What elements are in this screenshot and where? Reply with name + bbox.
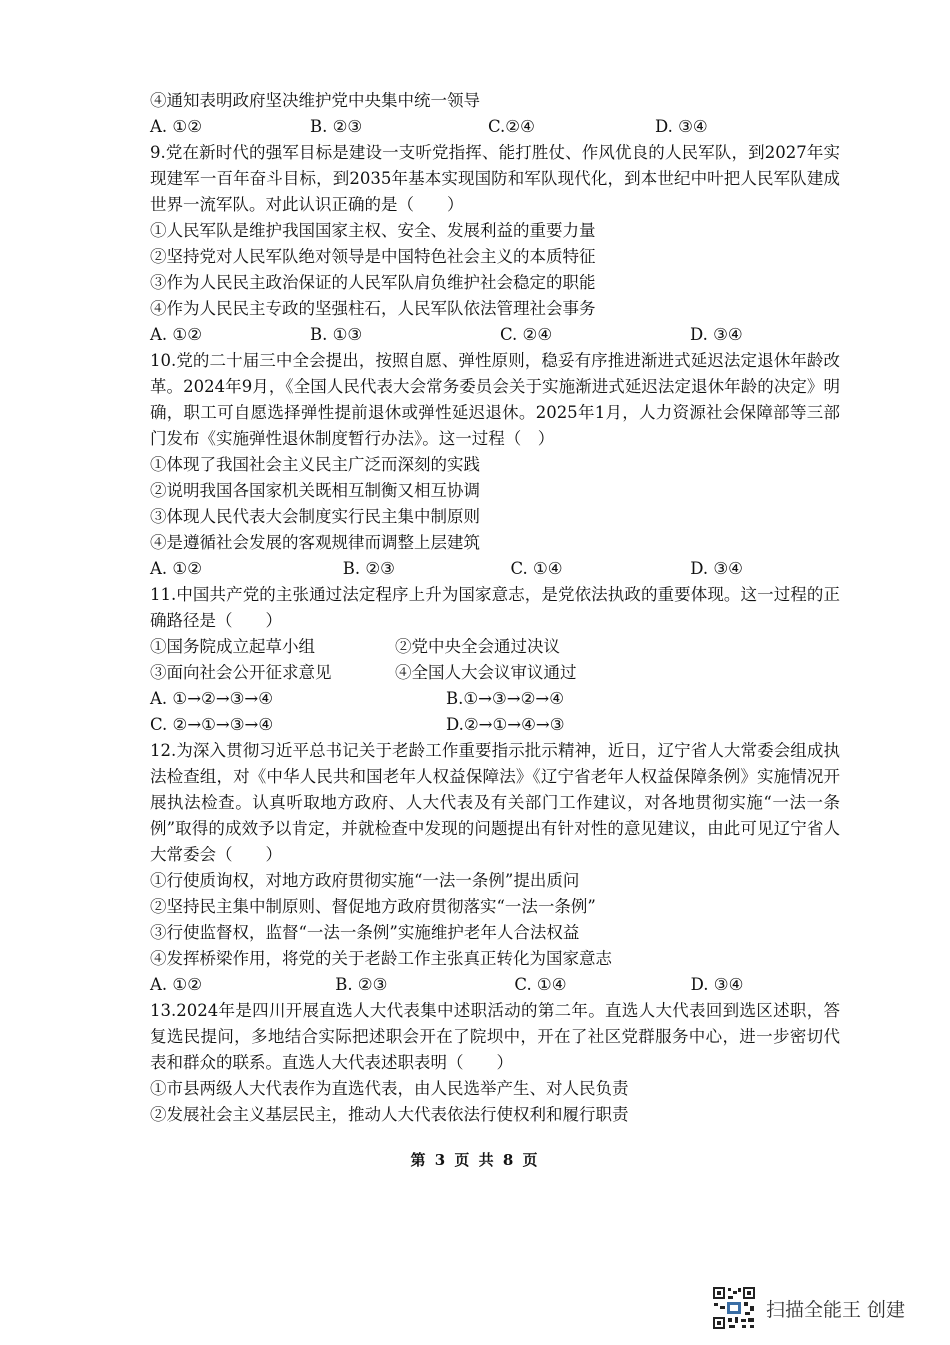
- question-13-item-2: ②发展社会主义基层民主，推动人大代表依法行使权利和履行职责: [150, 1105, 629, 1124]
- qr-code-icon: [712, 1286, 756, 1330]
- question-9-stem: 9.党在新时代的强军目标是建设一支听党指挥、能打胜仗、作风优良的人民军队，到2027年实现建军一百年奋斗目标，到2035年基本实现国防和军队现代化，到本世纪中叶把人民军队建成世界一流军队。对此认识正确的是（ ）: [150, 143, 840, 214]
- prev-question-item-4: ④通知表明政府坚决维护党中央集中统一领导: [150, 91, 480, 110]
- prev-question-options: [150, 114, 840, 140]
- question-10-options: [150, 556, 840, 582]
- question-9-item-1: ①人民军队是维护我国国家主权、安全、发展利益的重要力量: [150, 221, 596, 240]
- option-d: D.②→①→④→③: [446, 715, 565, 734]
- option-b: B. ②③: [342, 559, 395, 578]
- page-content: [150, 88, 840, 1128]
- option-c: C. ②→①→③→④: [150, 715, 274, 734]
- question-9-item-2: ②坚持党对人民军队绝对领导是中国特色社会主义的本质特征: [150, 247, 596, 266]
- option-c: C. ①④: [514, 975, 567, 994]
- option-b: B. ②③: [310, 117, 363, 136]
- question-9-options: [150, 322, 840, 348]
- question-11-options-row-1: [150, 686, 840, 712]
- option-a: A. ①→②→③→④: [150, 689, 274, 708]
- question-11-stem: 11.中国共产党的主张通过法定程序上升为国家意志，是党依法执政的重要体现。这一过程的正确路径是（ ）: [150, 585, 840, 630]
- question-12-item-3: ③行使监督权，监督“一法一条例”实施维护老年人合法权益: [150, 923, 580, 942]
- option-a: A. ①②: [150, 975, 202, 994]
- question-11-item-4: ④全国人大会议审议通过: [395, 663, 577, 682]
- option-a: A. ①②: [150, 325, 202, 344]
- option-b: B.①→③→②→④: [446, 689, 565, 708]
- option-a: A. ①②: [150, 117, 202, 136]
- option-b: B. ②③: [335, 975, 388, 994]
- question-13-stem: 13.2024年是四川开展直选人大代表集中述职活动的第二年。直选人大代表回到选区述职，答复选民提问，多地结合实际把述职会开在了院坝中，开在了社区党群服务中心，进一步密切代表和群众的联系。直选人大代表述职表明（ ）: [150, 1001, 840, 1072]
- question-12-item-1: ①行使质询权，对地方政府贯彻实施“一法一条例”提出质问: [150, 871, 580, 890]
- option-a: A. ①②: [150, 559, 202, 578]
- option-c: C. ②④: [500, 325, 553, 344]
- question-13-item-1: ①市县两级人大代表作为直选代表，由人民选举产生、对人民负责: [150, 1079, 629, 1098]
- option-d: D. ③④: [690, 325, 743, 344]
- question-11-items-row-2: [150, 660, 840, 686]
- question-9-item-4: ④作为人民民主专政的坚强柱石，人民军队依法管理社会事务: [150, 299, 596, 318]
- scanner-brand-text: 扫描全能王 创建: [766, 1298, 906, 1321]
- option-c: C. ①④: [510, 559, 563, 578]
- question-10-item-2: ②说明我国各国家机关既相互制衡又相互协调: [150, 481, 480, 500]
- question-12-options: [150, 972, 840, 998]
- question-11-item-1: ①国务院成立起草小组: [150, 637, 315, 656]
- page-footer: 第 3 页 共 8 页: [410, 1151, 540, 1169]
- question-11-item-2: ②党中央全会通过决议: [395, 637, 560, 656]
- option-d: D. ③④: [690, 559, 743, 578]
- question-12-item-4: ④发挥桥梁作用，将党的关于老龄工作主张真正转化为国家意志: [150, 949, 612, 968]
- question-12-stem: 12.为深入贯彻习近平总书记关于老龄工作重要指示批示精神，近日，辽宁省人大常委会组成执法检查组，对《中华人民共和国老年人权益保障法》《辽宁省老年人权益保障条例》实施情况开展执法检查。认真听取地方政府、人大代表及有关部门工作建议，对各地贯彻实施“一法一条例”取得的成效予以肯定，并就检查中发现的问题提出有针对性的意见建议，由此可见辽宁省人大常委会（ ）: [150, 741, 840, 864]
- question-11-item-3: ③面向社会公开征求意见: [150, 663, 332, 682]
- option-d: D. ③④: [690, 975, 744, 994]
- scanner-watermark: [712, 1286, 905, 1330]
- question-10-stem: 10.党的二十届三中全会提出，按照自愿、弹性原则，稳妥有序推进渐进式延迟法定退休年龄改革。2024年9月，《全国人民代表大会常务委员会关于实施渐进式延迟法定退休年龄的决定》明确，职工可自愿选择弹性提前退休或弹性延迟退休。2025年1月，人力资源社会保障部等三部门发布《实施弹性退休制度暂行办法》。这一过程（ ）: [150, 351, 840, 448]
- option-c: C.②④: [488, 117, 535, 136]
- question-9-item-3: ③作为人民民主政治保证的人民军队肩负维护社会稳定的职能: [150, 273, 596, 292]
- question-11-items-row-1: [150, 634, 840, 660]
- question-10-item-1: ①体现了我国社会主义民主广泛而深刻的实践: [150, 455, 480, 474]
- question-11-options-row-2: [150, 712, 840, 738]
- question-10-item-4: ④是遵循社会发展的客观规律而调整上层建筑: [150, 533, 480, 552]
- question-12-item-2: ②坚持民主集中制原则、督促地方政府贯彻落实“一法一条例”: [150, 897, 596, 916]
- option-d: D. ③④: [655, 117, 708, 136]
- option-b: B. ①③: [310, 325, 363, 344]
- question-10-item-3: ③体现人民代表大会制度实行民主集中制原则: [150, 507, 480, 526]
